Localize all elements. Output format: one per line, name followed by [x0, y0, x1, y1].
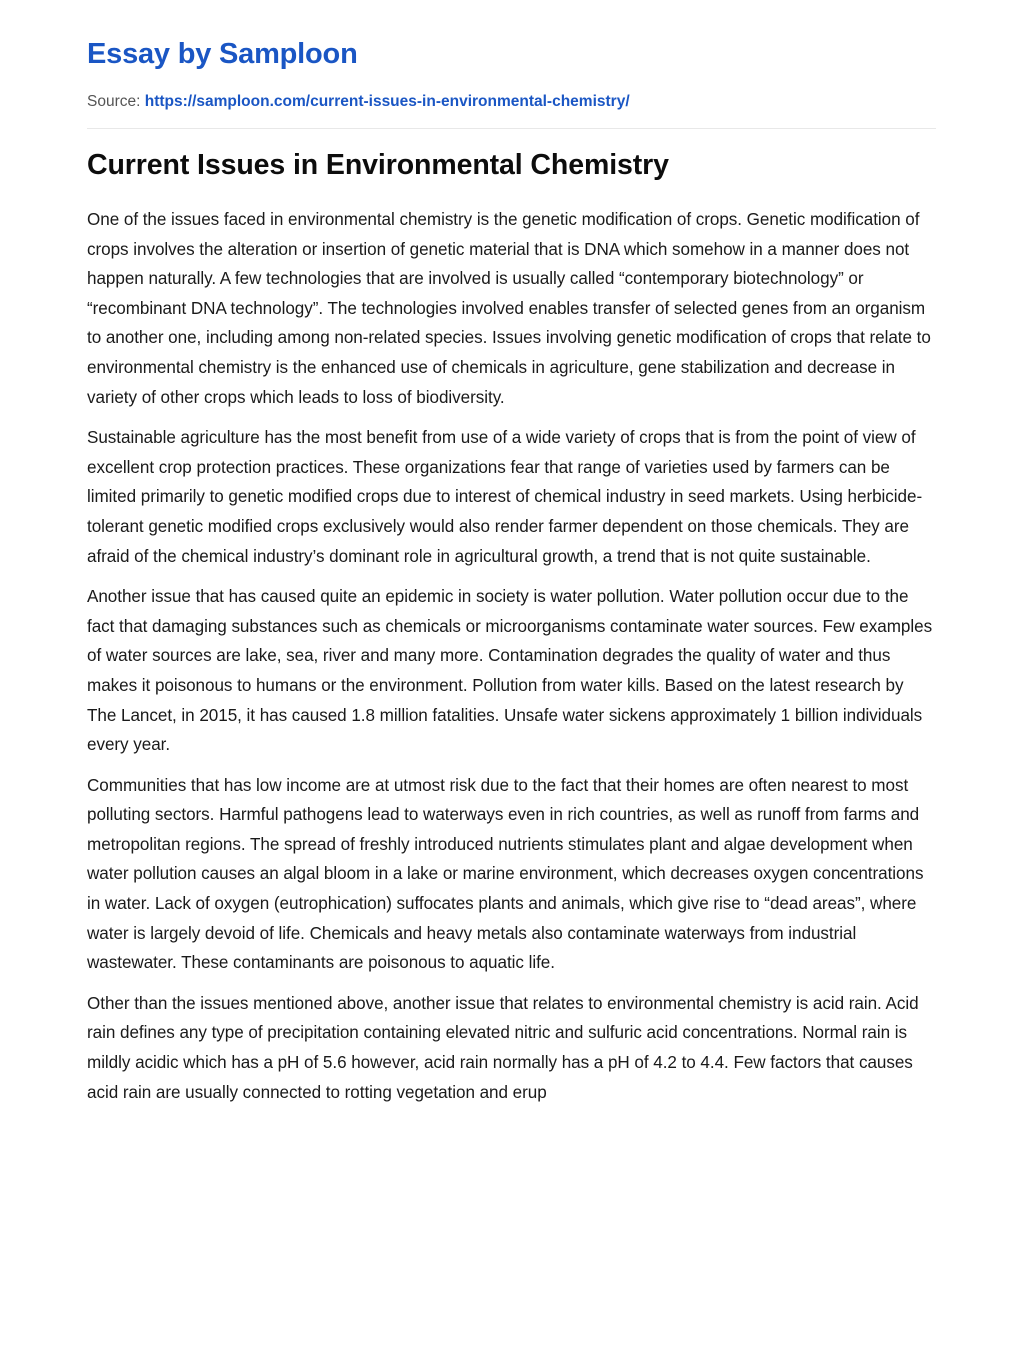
- source-url-link[interactable]: https://samploon.com/current-issues-in-environmental-chemistry/: [144, 93, 630, 110]
- site-brand-logo: Essay by Samploon: [87, 38, 358, 70]
- body-paragraph: One of the issues faced in environmental chemistry is the genetic modification of crops. Genetic modification of crops involves the alteration or insertion of genetic material that is DNA which somehow in a manner does not happen naturally. A few technologies that are involved is usually called “contemporary biotechnology” or “recombinant DNA technology”. The technologies involved enables transfer of selected genes from an organism to another one, including among non-related species. Issues involving genetic modification of crops that relate to environmental chemistry is the enhanced use of chemicals in agriculture, gene stabilization and decrease in variety of other crops which leads to loss of biodiversity.: [87, 210, 931, 407]
- source-label: Source:: [87, 93, 141, 110]
- body-paragraph: Communities that has low income are at utmost risk due to the fact that their homes are often nearest to most polluting sectors. Harmful pathogens lead to waterways even in rich countries, as well as runoff from farms and metropolitan regions. The spread of freshly introduced nutrients stimulates plant and algae development when water pollution causes an algal bloom in a lake or marine environment, which decreases oxygen concentrations in water. Lack of oxygen (eutrophication) suffocates plants and animals, which give rise to “dead areas”, where water is largely devoid of life. Chemicals and heavy metals also contaminate waterways from industrial wastewater. These contaminants are poisonous to aquatic life.: [87, 775, 924, 973]
- body-paragraph: Other than the issues mentioned above, another issue that relates to environmental chemistry is acid rain. Acid rain defines any type of precipitation containing elevated nitric and sulfuric acid concentrations. Normal rain is mildly acidic which has a pH of 5.6 however, acid rain normally has a pH of 4.2 to 4.4. Few factors that causes acid rain are usually connected to rotting vegetation and erup: [87, 993, 919, 1102]
- body-paragraph: Another issue that has caused quite an epidemic in society is water pollution. Water pollution occur due to the fact that damaging substances such as chemicals or microorganisms contaminate water sources. Few examples of water sources are lake, sea, river and many more. Contamination degrades the quality of water and thus makes it poisonous to humans or the environment. Pollution from water kills. Based on the latest research by The Lancet, in 2015, it has caused 1.8 million fatalities. Unsafe water sickens approximately 1 billion individuals every year.: [87, 587, 933, 755]
- page-title: Current Issues in Environmental Chemistry: [87, 149, 669, 181]
- essay-body: [87, 183, 936, 1107]
- source-line: [87, 72, 936, 112]
- body-paragraph: Sustainable agriculture has the most benefit from use of a wide variety of crops that is from the point of view of excellent crop protection practices. These organizations fear that range of varieties used by farmers can be limited primarily to genetic modified crops due to interest of chemical industry in seed markets. Using herbicide-tolerant genetic modified crops exclusively would also render farmer dependent on those chemicals. They are afraid of the chemical industry’s dominant role in agricultural growth, a trend that is not quite sustainable.: [87, 428, 923, 566]
- content-column: [87, 0, 936, 1107]
